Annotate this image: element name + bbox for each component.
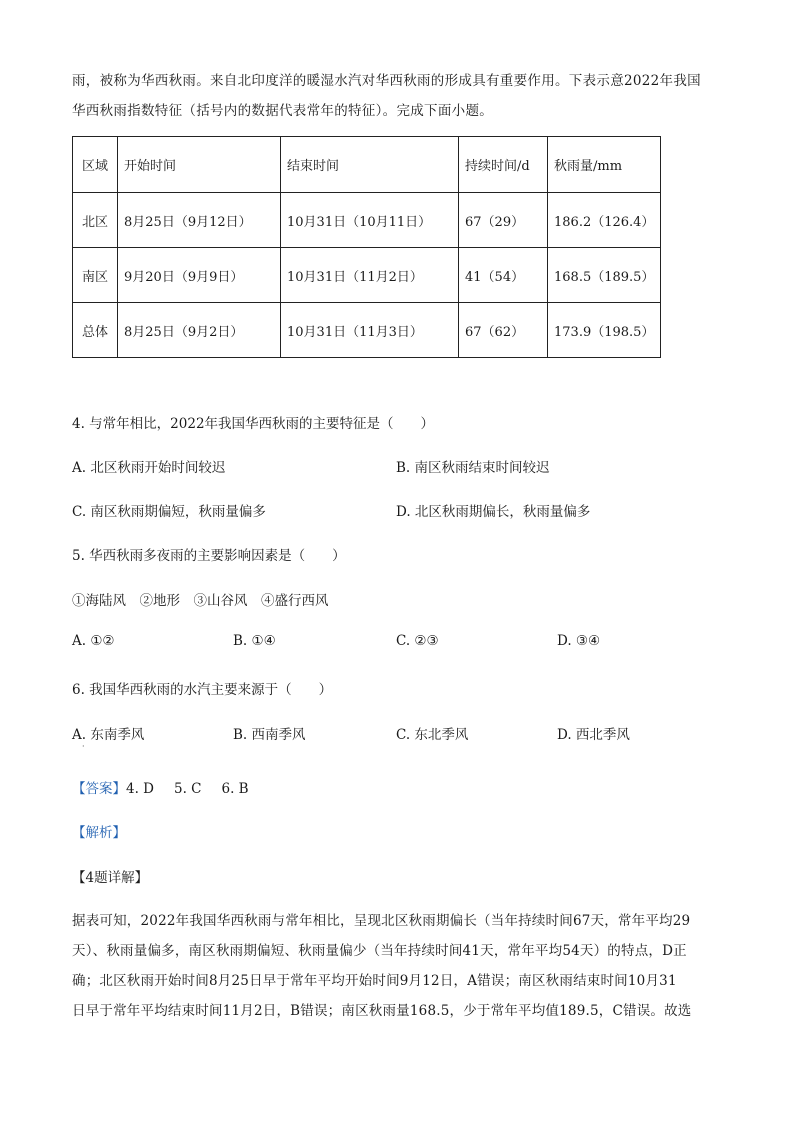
detail-4-label: 【4题详解】 (72, 870, 149, 886)
question-5-option-c: C. ②③ (396, 633, 439, 649)
answer-6: 6. B (221, 781, 249, 797)
question-6-stem: 6. 我国华西秋雨的水汽主要来源于（ ） (72, 682, 333, 698)
analysis-text (72, 906, 720, 1026)
question-5-option-d: D. ③④ (557, 633, 601, 649)
table-cell: 10月31日（10月11日） (281, 193, 459, 248)
table-cell: 10月31日（11月3日） (281, 303, 459, 358)
table-row (73, 193, 661, 248)
table-cell: 北区 (73, 193, 118, 248)
table-cell: 41（54） (459, 248, 548, 303)
table-cell: 173.9（198.5） (548, 303, 661, 358)
answer-4: 4. D (126, 781, 154, 797)
answer-label: 【答案】 (72, 781, 126, 797)
question-5-items: ①海陆风 ②地形 ③山谷风 ④盛行西风 (72, 593, 329, 609)
analysis-line-3: 确；北区秋雨开始时间8月25日早于常年平均开始时间9月12日，A错误；南区秋雨结束时间10月31 (72, 973, 677, 989)
header-cell: 持续时间/d (459, 137, 548, 193)
question-5-option-b: B. ①④ (233, 633, 276, 649)
analysis-line-2: 天）、秋雨量偏多，南区秋雨期偏短、秋雨量偏少（当年持续时间41天，常年平均54天）的特点，D正 (72, 943, 687, 959)
intro-line-2: 华西秋雨指数特征（括号内的数据代表常年的特征）。完成下面小题。 (72, 103, 494, 119)
question-4-option-b: B. 南区秋雨结束时间较迟 (396, 460, 550, 476)
analysis-line-4: 日早于常年平均结束时间11月2日，B错误；南区秋雨量168.5，少于常年平均值189.5，C错误。故选 (72, 1003, 692, 1019)
table-cell: 南区 (73, 248, 118, 303)
intro-text (72, 66, 722, 126)
stray-dot: · (82, 742, 85, 751)
table-cell: 10月31日（11月2日） (281, 248, 459, 303)
table-row (73, 248, 661, 303)
table-cell: 总体 (73, 303, 118, 358)
autumn-rain-table (72, 136, 661, 358)
header-cell: 区域 (73, 137, 118, 193)
table-cell: 67（62） (459, 303, 548, 358)
analysis-line-1: 据表可知，2022年我国华西秋雨与常年相比，呈现北区秋雨期偏长（当年持续时间67天，常年平均29 (72, 913, 691, 929)
header-cell: 结束时间 (281, 137, 459, 193)
question-4-option-a: A. 北区秋雨开始时间较迟 (72, 460, 226, 476)
table-cell: 9月20日（9月9日） (118, 248, 281, 303)
question-6-option-a: A. 东南季风 (72, 727, 145, 743)
question-6-option-b: B. 西南季风 (233, 727, 306, 743)
table-header-row (73, 137, 661, 193)
table-cell: 168.5（189.5） (548, 248, 661, 303)
table-cell: 8月25日（9月2日） (118, 303, 281, 358)
analysis-label: 【解析】 (72, 825, 126, 841)
answer-line (72, 777, 249, 797)
table-cell: 67（29） (459, 193, 548, 248)
header-cell: 秋雨量/mm (548, 137, 661, 193)
question-5-stem: 5. 华西秋雨多夜雨的主要影响因素是（ ） (72, 548, 346, 564)
question-5-option-a: A. ①② (72, 633, 115, 649)
table-cell: 186.2（126.4） (548, 193, 661, 248)
question-6-option-c: C. 东北季风 (396, 727, 469, 743)
question-4-option-c: C. 南区秋雨期偏短，秋雨量偏多 (72, 504, 266, 520)
question-4-stem: 4. 与常年相比，2022年我国华西秋雨的主要特征是（ ） (72, 416, 435, 432)
answer-5: 5. C (174, 781, 202, 797)
table-row (73, 303, 661, 358)
table-cell: 8月25日（9月12日） (118, 193, 281, 248)
question-6-option-d: D. 西北季风 (557, 727, 630, 743)
question-4-option-d: D. 北区秋雨期偏长，秋雨量偏多 (396, 504, 591, 520)
intro-line-1: 雨，被称为华西秋雨。来自北印度洋的暖湿水汽对华西秋雨的形成具有重要作用。下表示意2022年我国 (72, 73, 701, 89)
header-cell: 开始时间 (118, 137, 281, 193)
